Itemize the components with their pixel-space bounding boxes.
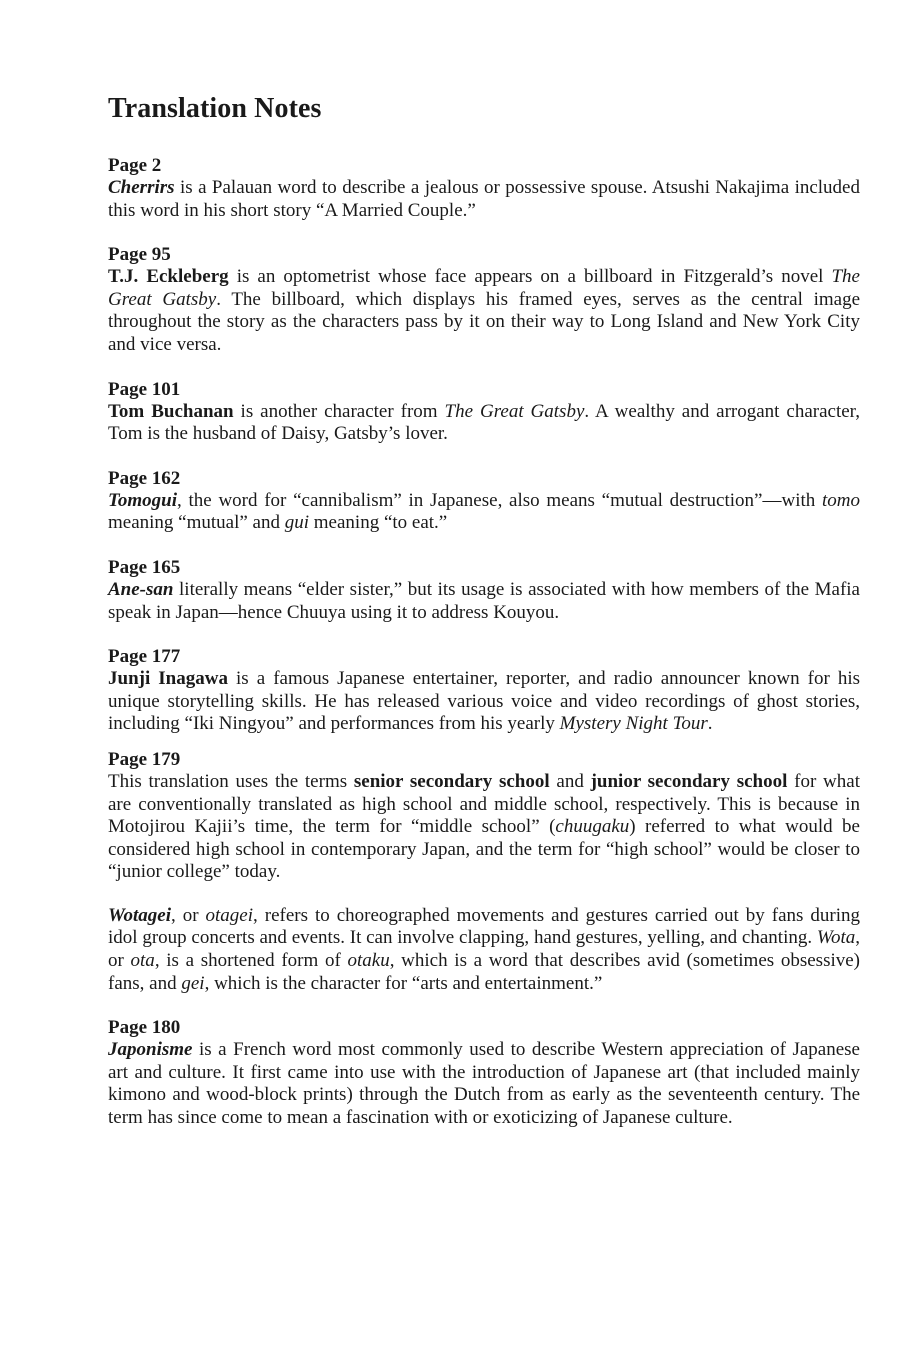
note-page-ref: Page 95	[108, 244, 171, 266]
italic-word: tomo	[822, 489, 860, 511]
note-page-ref: Page 165	[108, 556, 181, 578]
note-page-162	[108, 467, 860, 535]
note-page-165	[108, 556, 860, 624]
note-page-ref: Page 179	[108, 748, 181, 770]
note-text: T.J. Eckleberg is an optometrist whose face appears on a billboard in Fitzgerald’s novel The Great Gatsby. The billboard, which displays his framed eyes, serves as the central image throughout the story as the characters pass by it on their way to Long Island and New York City and vice versa.	[108, 266, 860, 355]
italic-word: ota	[130, 950, 155, 972]
note-text: Cherrirs is a Palauan word to describe a jealous or possessive spouse. Atsushi Nakajima included this word in his short story “A Married Couple.”	[108, 177, 860, 221]
note-term: junior secondary school	[590, 770, 788, 792]
note-page-179	[108, 748, 860, 995]
note-text: This translation uses the terms senior secondary school and junior secondary school for what are conventionally translated as high school and middle school, respectively. This is because in Motojirou Kajii’s time, the term for “middle school” (chuugaku) referred to what would be considered high school in contemporary Japan, and the term for “high school” would be closer to “junior college” today.	[108, 770, 860, 883]
show-title: Mystery Night Tour	[559, 713, 708, 735]
italic-word: chuugaku	[555, 816, 630, 838]
note-term: Junji Inagawa	[108, 668, 228, 690]
note-text: Tomogui, the word for “cannibalism” in Japanese, also means “mutual destruction”—with tomo meaning “mutual” and gui meaning “to eat.”	[108, 489, 860, 534]
note-term: senior secondary school	[353, 770, 550, 792]
note-page-ref: Page 101	[108, 378, 181, 400]
book-title: The Great Gatsby	[108, 266, 860, 310]
italic-word: gei	[181, 972, 205, 994]
note-term: Tomogui	[108, 489, 177, 511]
note-page-101	[108, 378, 860, 446]
note-text: Ane-san literally means “elder sister,” but its usage is associated with how members of the Mafia speak in Japan—hence Chuuya using it to address Kouyou.	[108, 578, 860, 623]
note-text: Tom Buchanan is another character from The Great Gatsby. A wealthy and arrogant character, Tom is the husband of Daisy, Gatsby’s lover.	[108, 400, 860, 445]
italic-word: otaku	[347, 950, 390, 972]
note-term: Japonisme	[108, 1039, 193, 1061]
note-term: T.J. Eckleberg	[108, 266, 229, 288]
book-title: The Great Gatsby	[444, 400, 585, 422]
italic-word: otagei	[205, 904, 254, 926]
note-term: Wotagei	[108, 904, 171, 926]
note-text: Japonisme is a French word most commonly used to describe Western appreciation of Japanese art and culture. It first came into use with the introduction of Japanese art (that included mainly kimono and wood-block prints) through the Dutch from as early as the seventeenth century. The term has since come to mean a fascination with or exoticizing of Japanese culture.	[108, 1039, 860, 1129]
note-page-2	[108, 154, 860, 222]
italic-word: Wota	[816, 927, 856, 949]
note-term: Cherrirs	[108, 177, 175, 198]
note-page-180	[108, 1016, 860, 1129]
note-page-177	[108, 645, 860, 736]
note-page-ref: Page 2	[108, 155, 162, 176]
italic-word: gui	[284, 512, 310, 534]
note-page-95	[108, 243, 860, 356]
page-title: Translation Notes	[108, 93, 322, 124]
note-page-ref: Page 162	[108, 467, 181, 489]
note-text: Junji Inagawa is a famous Japanese entertainer, reporter, and radio announcer known for his unique storytelling skills. He has released various voice and video recordings of ghost stories, including “Iki Ningyou” and performances from his yearly Mystery Night Tour.	[108, 668, 860, 735]
note-term: Tom Buchanan	[108, 400, 234, 422]
note-text: Wotagei, or otagei, refers to choreographed movements and gestures carried out by fans during idol group concerts and events. It can involve clapping, hand gestures, yelling, and chanting. Wota, or ota, is a shortened form of otaku, which is a word that describes avid (sometimes obsessive) fans, and gei, which is the character for “arts and entertainment.”	[108, 904, 861, 994]
note-page-ref: Page 177	[108, 646, 181, 668]
note-page-ref: Page 180	[108, 1017, 181, 1039]
note-term: Ane-san	[108, 578, 174, 600]
